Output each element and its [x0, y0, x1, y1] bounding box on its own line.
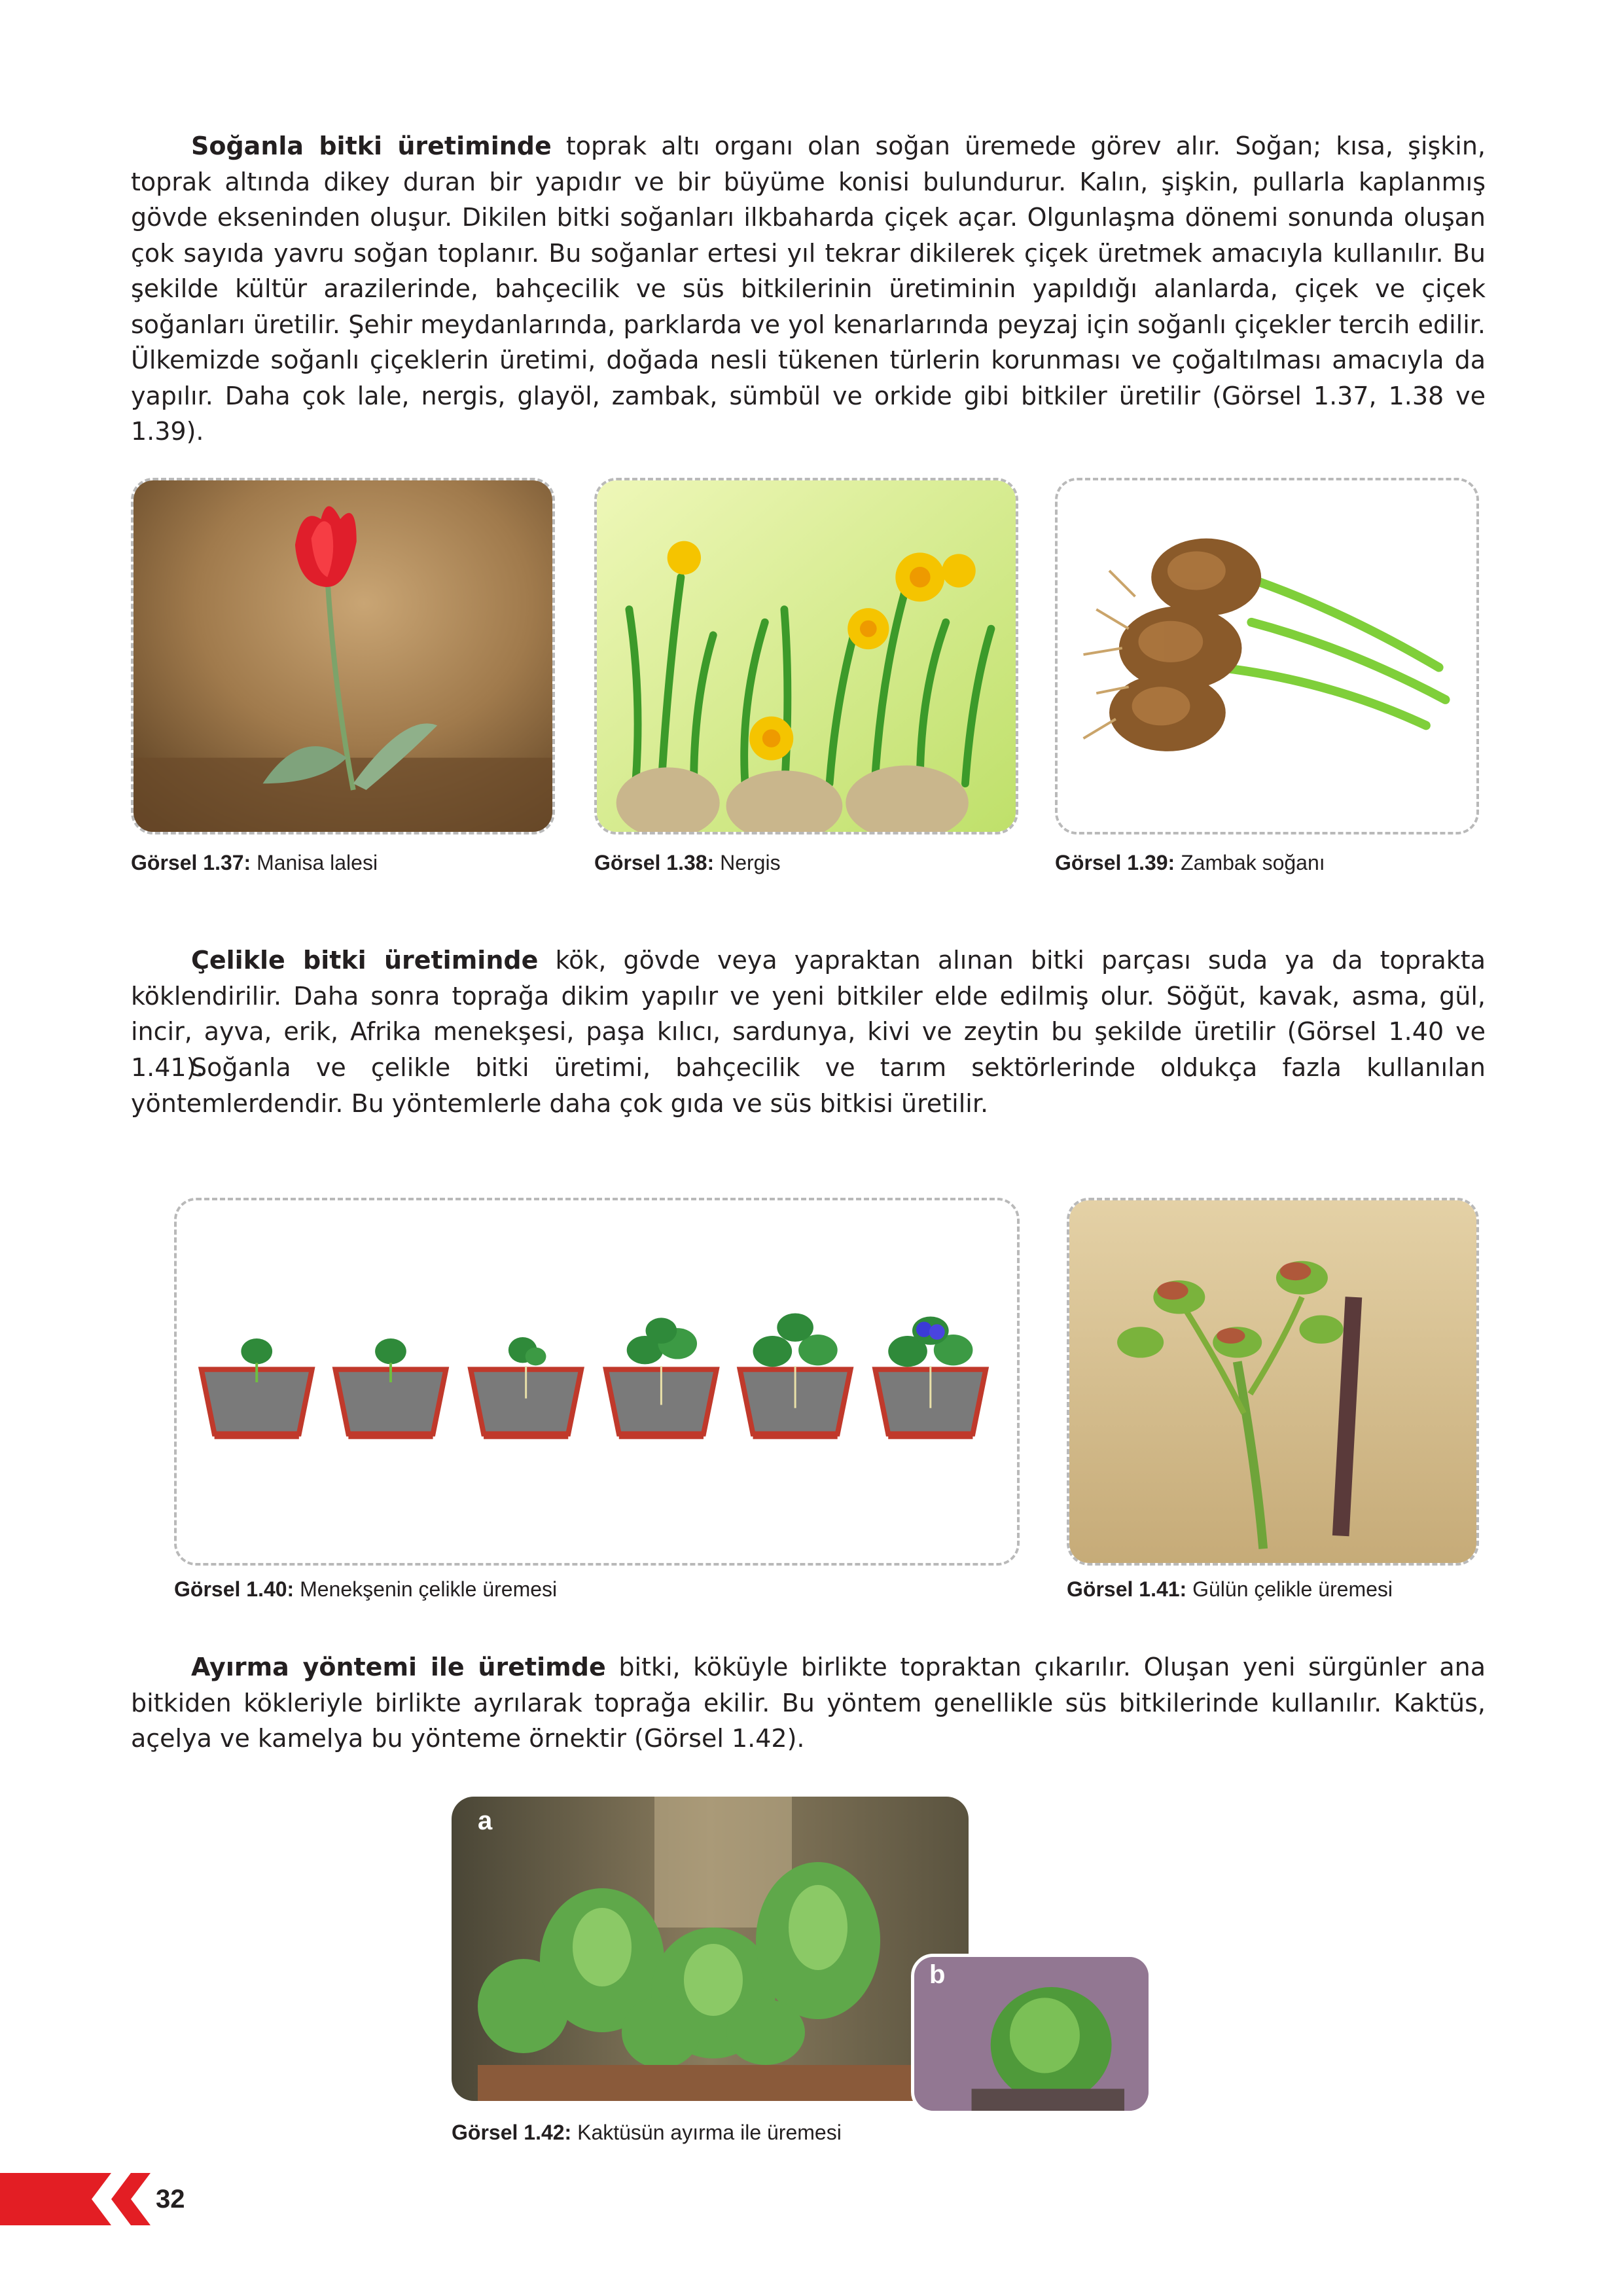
caption-label: Görsel 1.39:: [1055, 851, 1175, 874]
paragraph-text: Soğanla ve çelikle bitki üretimi, bahçecilik ve tarım sektörlerinde oldukça fazla kullanılan yöntemlerdendir. Bu yöntemlerle daha çok gıda ve süs bitkisi üretilir.: [131, 1053, 1486, 1118]
caption-label: Görsel 1.38:: [594, 851, 715, 874]
lily-bulb-photo: [1055, 478, 1479, 834]
caption-text: Zambak soğanı: [1175, 851, 1325, 874]
paragraph-bulb-propagation: [131, 128, 1486, 450]
term-cutting-propagation: Çelikle bitki üretiminde: [191, 946, 539, 975]
caption-text: Gülün çelikle üremesi: [1186, 1577, 1393, 1601]
caption-text: Nergis: [714, 851, 781, 874]
cactus-photo-b: [911, 1954, 1152, 2114]
caption-1-40: [174, 1577, 557, 1602]
caption-1-38: [594, 851, 781, 875]
paragraph-text: toprak altı organı olan soğan üremede görev alır. Soğan; kısa, şişkin, toprak altında dikey duran bir yapıdır ve bir büyüme konisi bulundurur. Kalın, şişkin, pullarla kaplanmış gövde ekseninden oluşur. Dikilen bitki soğanları ilkbaharda çiçek açar. Olgunlaşma dönemi sonunda oluşan çok sayıda yavru soğan toplanır. Bu soğanlar ertesi yıl tekrar dikilerek çiçek üretmek amacıyla kullanılır. Bu şekilde kültür arazilerinde, bahçecilik ve süs bitkilerinin üretiminin yapıldığı alanlarda, çiçek ve çiçek soğanları üretilir. Şehir meydanlarında, parklarda ve yol kenarlarında peyzaj için soğanlı çiçekler tercih edilir. Ülkemizde soğanlı çiçeklerin üretimi, doğada nesli tükenen türlerin korunması ve çoğaltılması amacıyla da yapılır. Daha çok lale, nergis, glayöl, zambak, sümbül ve orkide gibi bitkiler üretilir (Görsel 1.37, 1.38 ve 1.39).: [131, 132, 1486, 446]
cactus-photo-a: [452, 1797, 969, 2101]
page-marker-chevron: [0, 2173, 157, 2225]
rose-cutting-photo: [1067, 1198, 1479, 1566]
caption-label: Görsel 1.41:: [1067, 1577, 1187, 1601]
violet-cutting-diagram: [174, 1198, 1020, 1566]
caption-text: Kaktüsün ayırma ile üremesi: [571, 2121, 842, 2144]
daffodil-photo: [594, 478, 1018, 834]
caption-1-41: [1067, 1577, 1393, 1602]
page-number: 32: [156, 2185, 185, 2214]
paragraph-text: bitki, köküyle birlikte topraktan çıkarılır. Oluşan yeni sürgünler ana bitkiden kökleriyle birlikte ayrılarak toprağa ekilir. Bu yöntem genellikle süs bitkilerinde kullanılır. Kaktüs, açelya ve kamelya bu yönteme örnektir (Görsel 1.42).: [131, 1653, 1486, 1753]
term-division-propagation: Ayırma yöntemi ile üretimde: [191, 1653, 606, 1681]
paragraph-text: kök, gövde veya yapraktan alınan bitki parçası suda ya da toprakta köklendirilir. Daha sonra toprağa dikim yapılır ve yeni bitkiler elde edilmiş olur. Söğüt, kavak, asma, gül, incir, ayva, erik, Afrika menekşesi, paşa kılıcı, sardunya, kivi ve zeytin bu şekilde üretilir (Görsel 1.40 ve 1.41).: [131, 946, 1486, 1082]
caption-1-39: [1055, 851, 1325, 875]
caption-1-42: [452, 2121, 842, 2145]
caption-text: Menekşenin çelikle üremesi: [294, 1577, 558, 1601]
figure-letter-b: b: [929, 1960, 946, 1989]
paragraph-division-propagation: [131, 1649, 1486, 1757]
paragraph-summary: [131, 1050, 1486, 1121]
caption-label: Görsel 1.42:: [452, 2121, 572, 2144]
tulip-photo: [131, 478, 555, 834]
caption-label: Görsel 1.37:: [131, 851, 251, 874]
caption-label: Görsel 1.40:: [174, 1577, 294, 1601]
term-bulb-propagation: Soğanla bitki üretiminde: [191, 132, 552, 160]
figure-letter-a: a: [478, 1806, 493, 1835]
caption-text: Manisa lalesi: [251, 851, 378, 874]
caption-1-37: [131, 851, 378, 875]
